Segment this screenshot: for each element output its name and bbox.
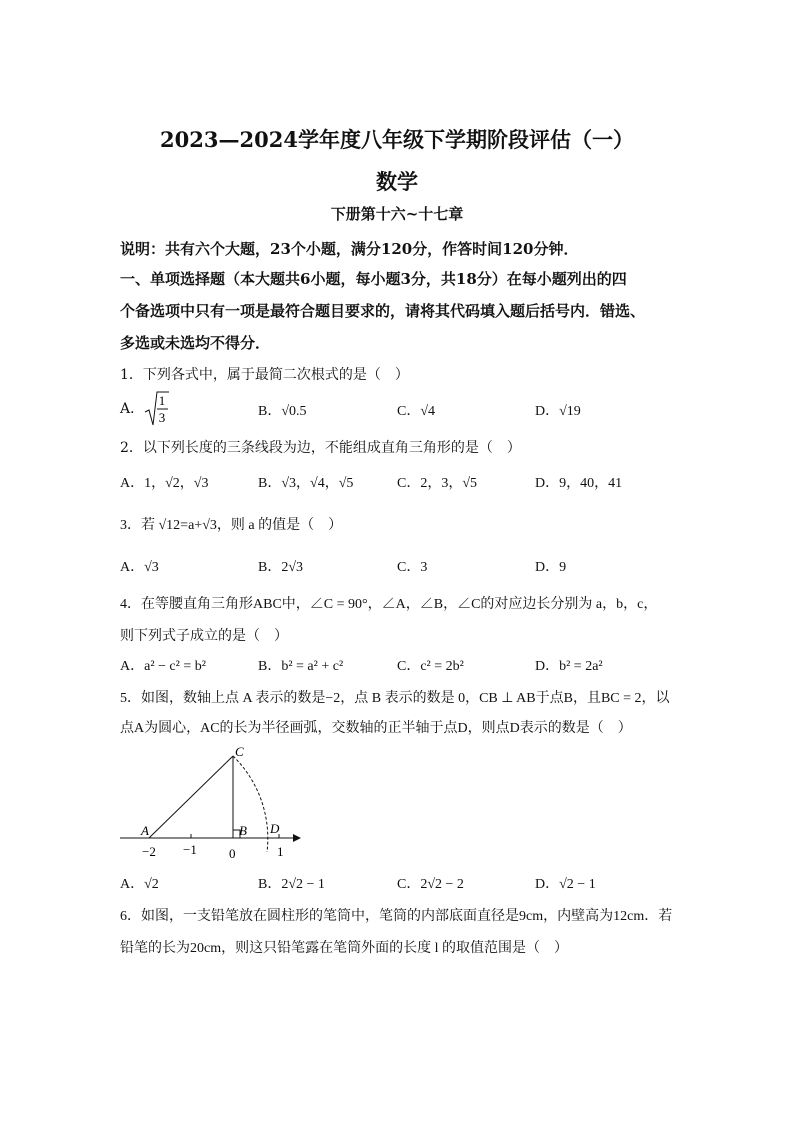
exam-title: 2023—2024学年度八年级下学期阶段评估（一） [160, 127, 634, 152]
q4-option-c: C．c² = 2b² [397, 659, 464, 674]
subject-title: 数学 [376, 169, 418, 194]
q1-a-denominator: 3 [158, 410, 166, 425]
point-a-label: A [141, 823, 149, 838]
q3-option-a: A．√3 [120, 560, 159, 575]
q1-option-a-label: A． [120, 401, 145, 417]
q5-option-b: B．2√2 − 1 [258, 877, 325, 892]
section1-heading-line1: 一、单项选择题（本大题共6小题，每小题3分，共18分）在每小题列出的四 [120, 270, 627, 288]
point-b-label: B [239, 823, 247, 838]
q3-option-c: C．3 [397, 560, 428, 575]
instructions-note: 说明：共有六个大题，23个小题，满分120分，作答时间120分钟． [120, 240, 579, 258]
tick-label-1: 1 [277, 844, 284, 859]
q1-a-numerator: 1 [158, 393, 166, 408]
tick-label-0: 0 [229, 846, 236, 861]
tick-label-minus1: −1 [183, 842, 197, 857]
tick-label-minus2: −2 [142, 844, 156, 859]
q2-option-c: C．2，3，√5 [397, 476, 478, 491]
point-c-label: C [235, 744, 244, 759]
q3-option-b: B．2√3 [258, 560, 304, 575]
section1-heading-line3: 多选或未选均不得分． [120, 334, 271, 352]
q4-option-a: A．a² − c² = b² [120, 659, 206, 674]
segment-ac [149, 756, 233, 838]
q2-option-a: A．1，√2，√3 [120, 476, 209, 491]
q2-option-d: D．9，40，41 [535, 476, 623, 491]
q5-stem-line1: 5．如图，数轴上点 A 表示的数是−2，点 B 表示的数是 0，CB ⊥ AB于点B，且BC = 2，以 [120, 691, 670, 706]
q1-option-a-radical [144, 390, 170, 428]
scope-subtitle: 下册第十六~十七章 [330, 205, 464, 223]
q4-stem-line2: 则下列式子成立的是（ ） [120, 628, 288, 644]
q6-stem-line1: 6．如图，一支铅笔放在圆柱形的笔筒中，笔筒的内部底面直径是9cm，内壁高为12cm．若 [120, 909, 673, 924]
q6-stem-line2: 铅笔的长为20cm，则这只铅笔露在笔筒外面的长度 l 的取值范围是（ ） [120, 941, 568, 956]
section1-heading-line2: 个备选项中只有一项是最符合题目要求的，请将其代码填入题后括号内．错选、 [120, 302, 646, 320]
q1-stem: 1．下列各式中，属于最简二次根式的是（ ） [120, 367, 409, 383]
q3-option-d: D．9 [535, 560, 567, 575]
q1-option-a [120, 398, 144, 418]
q1-option-b: B．√0.5 [258, 404, 307, 419]
q5-option-a: A．√2 [120, 877, 159, 892]
q1-option-c: C．√4 [397, 404, 436, 419]
q5-stem-line2: 点A为圆心，AC的长为半径画弧，交数轴的正半轴于点D，则点D表示的数是（ ） [120, 721, 632, 736]
q4-stem-line1: 4．在等腰直角三角形ABC中，∠C = 90°，∠A，∠B，∠C的对应边长分别为 a，b，c， [120, 597, 658, 612]
q5-option-c: C．2√2 − 2 [397, 877, 464, 892]
axis-arrow [293, 834, 301, 842]
point-d-label: D [270, 821, 280, 836]
q4-option-d: D．b² = 2a² [535, 659, 603, 674]
q5-number-line-figure [115, 742, 315, 866]
q3-stem: 3．若 √12=a+√3，则 a 的值是（ ） [120, 518, 343, 533]
q4-option-b: B．b² = a² + c² [258, 659, 344, 674]
q2-option-b: B．√3，√4，√5 [258, 476, 354, 491]
q2-stem: 2．以下列长度的三条线段为边，不能组成直角三角形的是（ ） [120, 440, 521, 456]
q1-option-d: D．√19 [535, 404, 581, 419]
q5-option-d: D．√2 − 1 [535, 877, 596, 892]
